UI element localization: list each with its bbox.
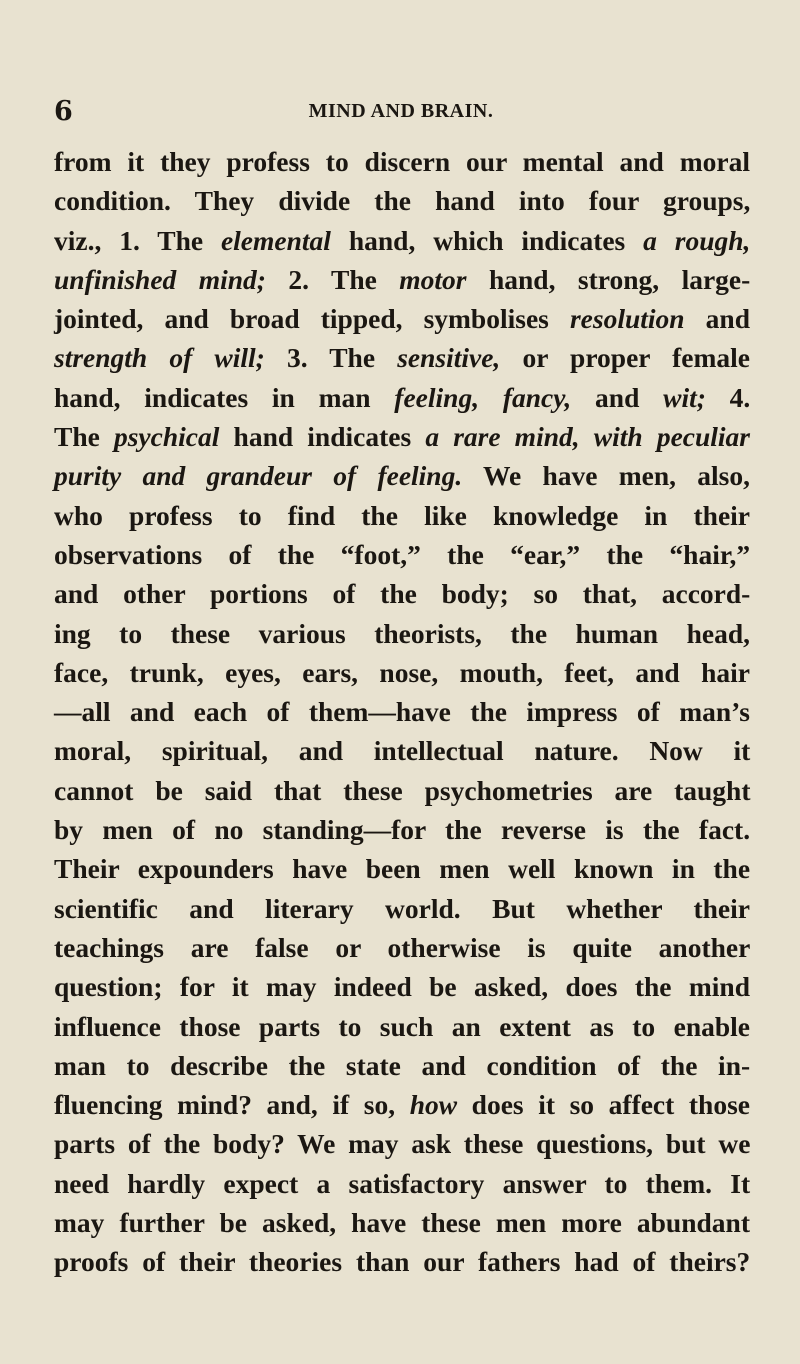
- text-run: fluencing mind? and, if so,: [54, 1089, 410, 1121]
- text-line: [54, 1164, 750, 1203]
- body-text: [54, 142, 750, 1282]
- text-line: [54, 653, 750, 692]
- text-run: face, trunk, eyes, ears, nose, mouth, feet, and hair: [54, 656, 750, 688]
- text-line: [54, 574, 750, 613]
- text-line: [54, 967, 750, 1006]
- text-run: —all and each of them—have the impress of man’s: [54, 696, 750, 728]
- text-line: [54, 496, 750, 535]
- text-line: [54, 731, 750, 770]
- italic-text: purity and grandeur of feeling.: [54, 460, 463, 492]
- text-line: [54, 1046, 750, 1085]
- text-run: 3. The: [264, 342, 398, 374]
- text-line: [54, 810, 750, 849]
- text-line: [54, 181, 750, 220]
- text-line: [54, 338, 750, 377]
- text-line: [54, 692, 750, 731]
- text-run: Their expounders have been men well known in the: [54, 853, 751, 885]
- running-head: MIND AND BRAIN.: [308, 100, 494, 122]
- text-run: The: [54, 421, 114, 453]
- text-run: 2. The: [265, 263, 400, 295]
- text-run: parts of the body? We may ask these questions, but we: [54, 1128, 751, 1160]
- text-line: [54, 1124, 750, 1163]
- text-run: cannot be said that these psychometries are taught: [54, 774, 751, 806]
- text-line: [54, 1203, 750, 1242]
- text-line: [54, 889, 750, 928]
- text-line: [54, 1007, 750, 1046]
- text-run: proofs of their theories than our fathers had of theirs?: [54, 1246, 751, 1278]
- text-run: and: [684, 303, 750, 335]
- text-run: or proper female: [500, 342, 750, 374]
- text-line: [54, 535, 750, 574]
- text-run: need hardly expect a satisfactory answer to them. It: [54, 1167, 751, 1199]
- text-run: man to describe the state and condition of the in-: [54, 1049, 751, 1081]
- text-run: influence those parts to such an extent as to enable: [54, 1010, 751, 1042]
- italic-text: elemental: [220, 224, 331, 256]
- text-run: hand, indicates in man: [54, 381, 395, 413]
- text-line: [54, 378, 750, 417]
- text-run: hand indicates: [219, 421, 426, 453]
- italic-text: strength of will;: [54, 342, 265, 374]
- text-line: [54, 142, 750, 181]
- text-run: and other portions of the body; so that, accord-: [54, 578, 751, 610]
- text-line: [54, 456, 750, 495]
- text-run: moral, spiritual, and intellectual nature. Now it: [54, 735, 751, 767]
- text-run: teachings are false or otherwise is quite another: [54, 931, 751, 963]
- text-run: who profess to find the like knowledge in their: [54, 499, 750, 531]
- text-run: viz., 1. The: [54, 224, 221, 256]
- text-run: ing to these various theorists, the human head,: [54, 617, 750, 649]
- text-line: [54, 614, 750, 653]
- text-run: and: [571, 381, 664, 413]
- italic-text: resolution: [569, 303, 685, 335]
- italic-text: a rare mind, with peculiar: [425, 421, 751, 453]
- text-run: hand, which indicates: [330, 224, 644, 256]
- italic-text: wit;: [663, 381, 706, 413]
- page-number: 6: [54, 96, 73, 127]
- text-run: condition. They divide the hand into four groups,: [54, 185, 751, 217]
- italic-text: feeling, fancy,: [394, 381, 572, 413]
- text-run: We have men, also,: [462, 460, 750, 492]
- text-run: question; for it may indeed be asked, does the mind: [54, 971, 750, 1003]
- text-run: does it so affect those: [457, 1089, 750, 1121]
- text-run: hand, strong, large-: [466, 263, 751, 295]
- text-run: 4.: [705, 381, 751, 413]
- text-run: from it they profess to discern our mental and moral: [54, 146, 750, 177]
- text-run: jointed, and broad tipped, symbolises: [54, 303, 570, 335]
- italic-text: unfinished mind;: [54, 263, 266, 295]
- text-run: observations of the “foot,” the “ear,” the “hair,”: [54, 538, 751, 570]
- italic-text: psychical: [113, 421, 220, 453]
- text-run: scientific and literary world. But whether their: [54, 892, 750, 924]
- text-line: [54, 299, 750, 338]
- text-line: [54, 260, 750, 299]
- text-run: may further be asked, have these men more abundant: [54, 1207, 750, 1239]
- italic-text: how: [409, 1089, 458, 1121]
- text-line: [54, 771, 750, 810]
- italic-text: a rough,: [643, 224, 751, 256]
- page-header: [54, 96, 748, 136]
- italic-text: sensitive,: [397, 342, 501, 374]
- text-run: by men of no standing—for the reverse is the fact.: [54, 814, 751, 846]
- italic-text: motor: [399, 263, 467, 295]
- text-line: [54, 417, 750, 456]
- text-line: [54, 1242, 750, 1281]
- text-line: [54, 1085, 750, 1124]
- text-line: [54, 221, 750, 260]
- text-line: [54, 928, 750, 967]
- text-line: [54, 849, 750, 888]
